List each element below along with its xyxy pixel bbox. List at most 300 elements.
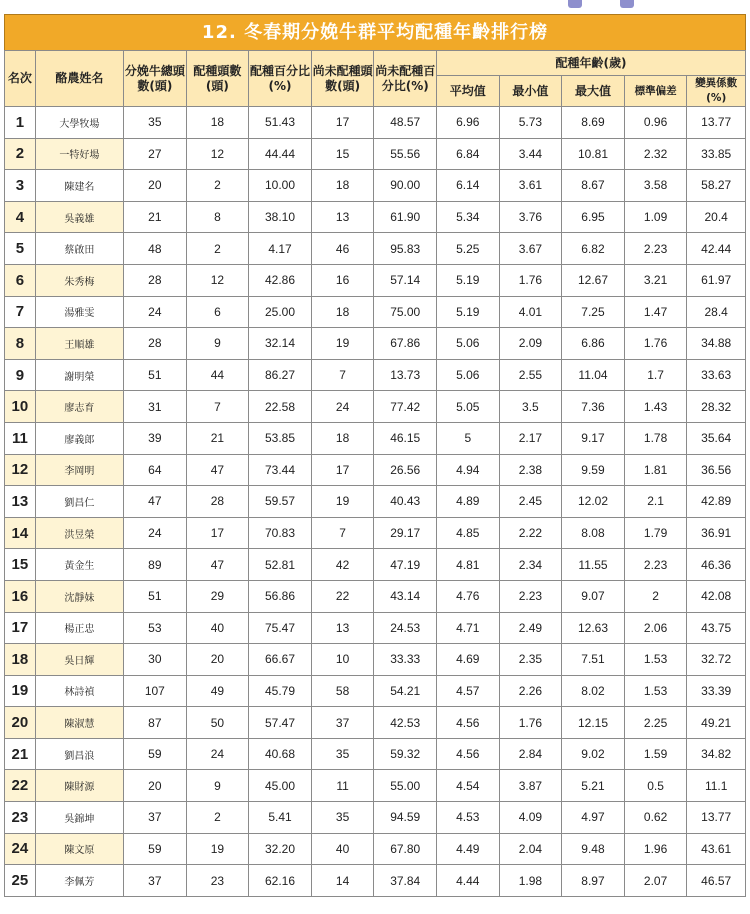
table-row xyxy=(5,296,746,328)
rank-cell: 11 xyxy=(5,422,36,454)
farm-name-cell: 吳日輝 xyxy=(35,644,123,676)
farm-name-cell: 湯雅雯 xyxy=(35,296,123,328)
cv-cell: 43.61 xyxy=(687,833,746,865)
farm-name-cell: 謝明榮 xyxy=(35,359,123,391)
unbred-count-cell: 13 xyxy=(311,201,374,233)
unbred-percent-cell: 43.14 xyxy=(374,580,437,612)
table-row xyxy=(5,802,746,834)
unbred-count-cell: 58 xyxy=(311,675,374,707)
calved-count-cell: 37 xyxy=(124,802,187,834)
unbred-count-cell: 19 xyxy=(311,486,374,518)
std-dev-cell: 2.23 xyxy=(624,549,687,581)
table-row xyxy=(5,675,746,707)
unbred-count-cell: 7 xyxy=(311,359,374,391)
table-row xyxy=(5,454,746,486)
calved-count-cell: 24 xyxy=(124,517,187,549)
bred-count-cell: 17 xyxy=(186,517,249,549)
table-row xyxy=(5,107,746,139)
rank-cell: 8 xyxy=(5,328,36,360)
table-row xyxy=(5,549,746,581)
cv-cell: 46.36 xyxy=(687,549,746,581)
table-row xyxy=(5,422,746,454)
max-age-cell: 7.51 xyxy=(562,644,625,676)
unbred-count-cell: 7 xyxy=(311,517,374,549)
top-decoration-mark xyxy=(568,0,582,8)
header-mean: 平均值 xyxy=(437,76,500,107)
bred-percent-cell: 70.83 xyxy=(249,517,312,549)
farm-name-cell: 陳文原 xyxy=(35,833,123,865)
farm-name-cell: 洪昱榮 xyxy=(35,517,123,549)
std-dev-cell: 3.21 xyxy=(624,264,687,296)
bred-percent-cell: 86.27 xyxy=(249,359,312,391)
bred-count-cell: 2 xyxy=(186,233,249,265)
bred-percent-cell: 42.86 xyxy=(249,264,312,296)
header-std-dev: 標準偏差 xyxy=(624,76,687,107)
mean-age-cell: 5.19 xyxy=(437,296,500,328)
unbred-percent-cell: 90.00 xyxy=(374,170,437,202)
unbred-percent-cell: 75.00 xyxy=(374,296,437,328)
calved-count-cell: 20 xyxy=(124,170,187,202)
bred-percent-cell: 32.14 xyxy=(249,328,312,360)
unbred-count-cell: 19 xyxy=(311,328,374,360)
unbred-count-cell: 24 xyxy=(311,391,374,423)
table-row xyxy=(5,517,746,549)
unbred-count-cell: 42 xyxy=(311,549,374,581)
max-age-cell: 4.97 xyxy=(562,802,625,834)
bred-count-cell: 12 xyxy=(186,264,249,296)
table-row xyxy=(5,233,746,265)
mean-age-cell: 4.53 xyxy=(437,802,500,834)
max-age-cell: 12.67 xyxy=(562,264,625,296)
std-dev-cell: 2.23 xyxy=(624,233,687,265)
cv-cell: 42.89 xyxy=(687,486,746,518)
calved-count-cell: 89 xyxy=(124,549,187,581)
unbred-count-cell: 15 xyxy=(311,138,374,170)
mean-age-cell: 4.69 xyxy=(437,644,500,676)
std-dev-cell: 1.78 xyxy=(624,422,687,454)
min-age-cell: 2.26 xyxy=(499,675,562,707)
max-age-cell: 10.81 xyxy=(562,138,625,170)
table-row xyxy=(5,328,746,360)
mean-age-cell: 6.84 xyxy=(437,138,500,170)
calved-count-cell: 107 xyxy=(124,675,187,707)
bred-count-cell: 7 xyxy=(186,391,249,423)
mean-age-cell: 5.19 xyxy=(437,264,500,296)
bred-percent-cell: 22.58 xyxy=(249,391,312,423)
bred-percent-cell: 25.00 xyxy=(249,296,312,328)
bred-count-cell: 44 xyxy=(186,359,249,391)
rank-cell: 25 xyxy=(5,865,36,897)
mean-age-cell: 4.44 xyxy=(437,865,500,897)
table-row xyxy=(5,833,746,865)
mean-age-cell: 4.76 xyxy=(437,580,500,612)
header-calved-count: 分娩牛總頭數(頭) xyxy=(124,51,187,107)
std-dev-cell: 2.32 xyxy=(624,138,687,170)
farm-name-cell: 林詩禎 xyxy=(35,675,123,707)
ranking-table xyxy=(4,50,746,897)
bred-count-cell: 21 xyxy=(186,422,249,454)
max-age-cell: 9.48 xyxy=(562,833,625,865)
mean-age-cell: 4.56 xyxy=(437,707,500,739)
unbred-count-cell: 18 xyxy=(311,422,374,454)
std-dev-cell: 1.47 xyxy=(624,296,687,328)
farm-name-cell: 吳義雄 xyxy=(35,201,123,233)
rank-cell: 23 xyxy=(5,802,36,834)
mean-age-cell: 4.57 xyxy=(437,675,500,707)
std-dev-cell: 0.5 xyxy=(624,770,687,802)
mean-age-cell: 6.14 xyxy=(437,170,500,202)
unbred-count-cell: 35 xyxy=(311,738,374,770)
max-age-cell: 8.69 xyxy=(562,107,625,139)
rank-cell: 13 xyxy=(5,486,36,518)
std-dev-cell: 1.43 xyxy=(624,391,687,423)
cv-cell: 34.88 xyxy=(687,328,746,360)
unbred-count-cell: 40 xyxy=(311,833,374,865)
min-age-cell: 3.76 xyxy=(499,201,562,233)
rank-cell: 6 xyxy=(5,264,36,296)
mean-age-cell: 5.34 xyxy=(437,201,500,233)
header-bred-count: 配種頭數(頭) xyxy=(186,51,249,107)
bred-count-cell: 49 xyxy=(186,675,249,707)
max-age-cell: 6.86 xyxy=(562,328,625,360)
rank-cell: 9 xyxy=(5,359,36,391)
max-age-cell: 9.02 xyxy=(562,738,625,770)
unbred-percent-cell: 48.57 xyxy=(374,107,437,139)
cv-cell: 36.91 xyxy=(687,517,746,549)
farm-name-cell: 朱秀梅 xyxy=(35,264,123,296)
header-cv: 變異係數(%) xyxy=(687,76,746,107)
std-dev-cell: 2.06 xyxy=(624,612,687,644)
max-age-cell: 8.67 xyxy=(562,170,625,202)
std-dev-cell: 2 xyxy=(624,580,687,612)
bred-count-cell: 18 xyxy=(186,107,249,139)
bred-count-cell: 47 xyxy=(186,454,249,486)
min-age-cell: 5.73 xyxy=(499,107,562,139)
calved-count-cell: 27 xyxy=(124,138,187,170)
farm-name-cell: 一特好場 xyxy=(35,138,123,170)
rank-cell: 14 xyxy=(5,517,36,549)
rank-cell: 22 xyxy=(5,770,36,802)
bred-percent-cell: 40.68 xyxy=(249,738,312,770)
table-row xyxy=(5,770,746,802)
unbred-percent-cell: 57.14 xyxy=(374,264,437,296)
table-row xyxy=(5,201,746,233)
rank-cell: 15 xyxy=(5,549,36,581)
std-dev-cell: 2.1 xyxy=(624,486,687,518)
table-row xyxy=(5,865,746,897)
unbred-percent-cell: 67.80 xyxy=(374,833,437,865)
bred-percent-cell: 10.00 xyxy=(249,170,312,202)
mean-age-cell: 5.06 xyxy=(437,328,500,360)
rank-cell: 19 xyxy=(5,675,36,707)
unbred-count-cell: 46 xyxy=(311,233,374,265)
cv-cell: 42.08 xyxy=(687,580,746,612)
calved-count-cell: 47 xyxy=(124,486,187,518)
unbred-percent-cell: 55.56 xyxy=(374,138,437,170)
rank-cell: 10 xyxy=(5,391,36,423)
top-decoration xyxy=(0,0,750,14)
mean-age-cell: 4.94 xyxy=(437,454,500,486)
rank-cell: 1 xyxy=(5,107,36,139)
bred-percent-cell: 59.57 xyxy=(249,486,312,518)
cv-cell: 46.57 xyxy=(687,865,746,897)
ranking-table-panel xyxy=(4,14,746,897)
header-breeding-age-group: 配種年齡(歲) xyxy=(437,51,746,76)
unbred-count-cell: 18 xyxy=(311,170,374,202)
cv-cell: 28.4 xyxy=(687,296,746,328)
rank-cell: 21 xyxy=(5,738,36,770)
cv-cell: 32.72 xyxy=(687,644,746,676)
mean-age-cell: 4.71 xyxy=(437,612,500,644)
farm-name-cell: 廖義郎 xyxy=(35,422,123,454)
unbred-percent-cell: 42.53 xyxy=(374,707,437,739)
bred-percent-cell: 53.85 xyxy=(249,422,312,454)
table-row xyxy=(5,359,746,391)
unbred-count-cell: 35 xyxy=(311,802,374,834)
mean-age-cell: 4.56 xyxy=(437,738,500,770)
unbred-percent-cell: 61.90 xyxy=(374,201,437,233)
unbred-percent-cell: 54.21 xyxy=(374,675,437,707)
farm-name-cell: 李佩芳 xyxy=(35,865,123,897)
std-dev-cell: 1.53 xyxy=(624,644,687,676)
std-dev-cell: 1.7 xyxy=(624,359,687,391)
max-age-cell: 8.97 xyxy=(562,865,625,897)
min-age-cell: 2.55 xyxy=(499,359,562,391)
max-age-cell: 12.63 xyxy=(562,612,625,644)
bred-percent-cell: 32.20 xyxy=(249,833,312,865)
std-dev-cell: 0.62 xyxy=(624,802,687,834)
cv-cell: 28.32 xyxy=(687,391,746,423)
bred-percent-cell: 44.44 xyxy=(249,138,312,170)
std-dev-cell: 1.53 xyxy=(624,675,687,707)
std-dev-cell: 3.58 xyxy=(624,170,687,202)
mean-age-cell: 5.05 xyxy=(437,391,500,423)
cv-cell: 35.64 xyxy=(687,422,746,454)
mean-age-cell: 5.06 xyxy=(437,359,500,391)
unbred-percent-cell: 47.19 xyxy=(374,549,437,581)
min-age-cell: 1.98 xyxy=(499,865,562,897)
calved-count-cell: 24 xyxy=(124,296,187,328)
farm-name-cell: 吳錦坤 xyxy=(35,802,123,834)
rank-cell: 24 xyxy=(5,833,36,865)
unbred-percent-cell: 24.53 xyxy=(374,612,437,644)
bred-count-cell: 19 xyxy=(186,833,249,865)
calved-count-cell: 35 xyxy=(124,107,187,139)
std-dev-cell: 1.96 xyxy=(624,833,687,865)
cv-cell: 13.77 xyxy=(687,802,746,834)
table-row xyxy=(5,580,746,612)
bred-count-cell: 29 xyxy=(186,580,249,612)
calved-count-cell: 39 xyxy=(124,422,187,454)
farm-name-cell: 王順雄 xyxy=(35,328,123,360)
unbred-percent-cell: 29.17 xyxy=(374,517,437,549)
bred-count-cell: 2 xyxy=(186,802,249,834)
unbred-count-cell: 37 xyxy=(311,707,374,739)
std-dev-cell: 2.25 xyxy=(624,707,687,739)
farm-name-cell: 楊正忠 xyxy=(35,612,123,644)
max-age-cell: 8.08 xyxy=(562,517,625,549)
rank-cell: 20 xyxy=(5,707,36,739)
min-age-cell: 4.09 xyxy=(499,802,562,834)
unbred-percent-cell: 95.83 xyxy=(374,233,437,265)
farm-name-cell: 黃金生 xyxy=(35,549,123,581)
mean-age-cell: 4.81 xyxy=(437,549,500,581)
calved-count-cell: 31 xyxy=(124,391,187,423)
cv-cell: 13.77 xyxy=(687,107,746,139)
table-row xyxy=(5,644,746,676)
max-age-cell: 6.82 xyxy=(562,233,625,265)
header-bred-percent: 配種百分比(%) xyxy=(249,51,312,107)
min-age-cell: 2.09 xyxy=(499,328,562,360)
mean-age-cell: 4.54 xyxy=(437,770,500,802)
rank-cell: 5 xyxy=(5,233,36,265)
max-age-cell: 11.04 xyxy=(562,359,625,391)
min-age-cell: 2.34 xyxy=(499,549,562,581)
table-row xyxy=(5,612,746,644)
bred-percent-cell: 4.17 xyxy=(249,233,312,265)
unbred-count-cell: 22 xyxy=(311,580,374,612)
cv-cell: 34.82 xyxy=(687,738,746,770)
calved-count-cell: 28 xyxy=(124,264,187,296)
bred-percent-cell: 56.86 xyxy=(249,580,312,612)
min-age-cell: 1.76 xyxy=(499,707,562,739)
rank-cell: 2 xyxy=(5,138,36,170)
bred-count-cell: 9 xyxy=(186,770,249,802)
header-max: 最大值 xyxy=(562,76,625,107)
min-age-cell: 2.04 xyxy=(499,833,562,865)
std-dev-cell: 1.76 xyxy=(624,328,687,360)
mean-age-cell: 5 xyxy=(437,422,500,454)
min-age-cell: 2.22 xyxy=(499,517,562,549)
std-dev-cell: 1.09 xyxy=(624,201,687,233)
bred-percent-cell: 66.67 xyxy=(249,644,312,676)
calved-count-cell: 21 xyxy=(124,201,187,233)
max-age-cell: 12.02 xyxy=(562,486,625,518)
rank-cell: 4 xyxy=(5,201,36,233)
bred-count-cell: 23 xyxy=(186,865,249,897)
std-dev-cell: 1.81 xyxy=(624,454,687,486)
unbred-percent-cell: 59.32 xyxy=(374,738,437,770)
cv-cell: 61.97 xyxy=(687,264,746,296)
bred-count-cell: 47 xyxy=(186,549,249,581)
bred-percent-cell: 73.44 xyxy=(249,454,312,486)
rank-cell: 7 xyxy=(5,296,36,328)
header-farm-name: 酪農姓名 xyxy=(35,51,123,107)
unbred-percent-cell: 46.15 xyxy=(374,422,437,454)
bred-percent-cell: 75.47 xyxy=(249,612,312,644)
header-unbred-percent: 尚未配種百分比(%) xyxy=(374,51,437,107)
mean-age-cell: 4.49 xyxy=(437,833,500,865)
bred-percent-cell: 38.10 xyxy=(249,201,312,233)
farm-name-cell: 陳建名 xyxy=(35,170,123,202)
bred-count-cell: 2 xyxy=(186,170,249,202)
cv-cell: 33.39 xyxy=(687,675,746,707)
cv-cell: 42.44 xyxy=(687,233,746,265)
bred-percent-cell: 51.43 xyxy=(249,107,312,139)
min-age-cell: 2.17 xyxy=(499,422,562,454)
calved-count-cell: 37 xyxy=(124,865,187,897)
cv-cell: 33.85 xyxy=(687,138,746,170)
unbred-percent-cell: 77.42 xyxy=(374,391,437,423)
bred-percent-cell: 45.79 xyxy=(249,675,312,707)
cv-cell: 43.75 xyxy=(687,612,746,644)
table-row xyxy=(5,486,746,518)
min-age-cell: 4.01 xyxy=(499,296,562,328)
std-dev-cell: 1.59 xyxy=(624,738,687,770)
unbred-percent-cell: 33.33 xyxy=(374,644,437,676)
calved-count-cell: 59 xyxy=(124,738,187,770)
bred-count-cell: 24 xyxy=(186,738,249,770)
farm-name-cell: 蔡啟田 xyxy=(35,233,123,265)
calved-count-cell: 59 xyxy=(124,833,187,865)
unbred-count-cell: 11 xyxy=(311,770,374,802)
std-dev-cell: 2.07 xyxy=(624,865,687,897)
calved-count-cell: 51 xyxy=(124,359,187,391)
bred-percent-cell: 57.47 xyxy=(249,707,312,739)
cv-cell: 20.4 xyxy=(687,201,746,233)
bred-count-cell: 20 xyxy=(186,644,249,676)
mean-age-cell: 4.89 xyxy=(437,486,500,518)
max-age-cell: 9.07 xyxy=(562,580,625,612)
farm-name-cell: 廖志育 xyxy=(35,391,123,423)
farm-name-cell: 陳財源 xyxy=(35,770,123,802)
calved-count-cell: 53 xyxy=(124,612,187,644)
max-age-cell: 11.55 xyxy=(562,549,625,581)
rank-cell: 18 xyxy=(5,644,36,676)
header-rank: 名次 xyxy=(5,51,36,107)
farm-name-cell: 沈靜妹 xyxy=(35,580,123,612)
cv-cell: 36.56 xyxy=(687,454,746,486)
bred-count-cell: 6 xyxy=(186,296,249,328)
min-age-cell: 2.23 xyxy=(499,580,562,612)
bred-count-cell: 9 xyxy=(186,328,249,360)
unbred-count-cell: 18 xyxy=(311,296,374,328)
unbred-percent-cell: 37.84 xyxy=(374,865,437,897)
rank-cell: 16 xyxy=(5,580,36,612)
mean-age-cell: 4.85 xyxy=(437,517,500,549)
calved-count-cell: 20 xyxy=(124,770,187,802)
cv-cell: 11.1 xyxy=(687,770,746,802)
rank-cell: 17 xyxy=(5,612,36,644)
calved-count-cell: 87 xyxy=(124,707,187,739)
max-age-cell: 9.17 xyxy=(562,422,625,454)
unbred-count-cell: 17 xyxy=(311,454,374,486)
unbred-count-cell: 13 xyxy=(311,612,374,644)
bred-count-cell: 8 xyxy=(186,201,249,233)
table-body xyxy=(5,107,746,897)
min-age-cell: 3.67 xyxy=(499,233,562,265)
calved-count-cell: 30 xyxy=(124,644,187,676)
max-age-cell: 9.59 xyxy=(562,454,625,486)
table-row xyxy=(5,264,746,296)
unbred-percent-cell: 40.43 xyxy=(374,486,437,518)
bred-percent-cell: 52.81 xyxy=(249,549,312,581)
bred-count-cell: 40 xyxy=(186,612,249,644)
calved-count-cell: 48 xyxy=(124,233,187,265)
cv-cell: 58.27 xyxy=(687,170,746,202)
max-age-cell: 7.25 xyxy=(562,296,625,328)
unbred-percent-cell: 94.59 xyxy=(374,802,437,834)
mean-age-cell: 6.96 xyxy=(437,107,500,139)
min-age-cell: 1.76 xyxy=(499,264,562,296)
bred-count-cell: 28 xyxy=(186,486,249,518)
min-age-cell: 3.5 xyxy=(499,391,562,423)
table-row xyxy=(5,138,746,170)
rank-cell: 12 xyxy=(5,454,36,486)
bred-percent-cell: 5.41 xyxy=(249,802,312,834)
max-age-cell: 12.15 xyxy=(562,707,625,739)
max-age-cell: 6.95 xyxy=(562,201,625,233)
